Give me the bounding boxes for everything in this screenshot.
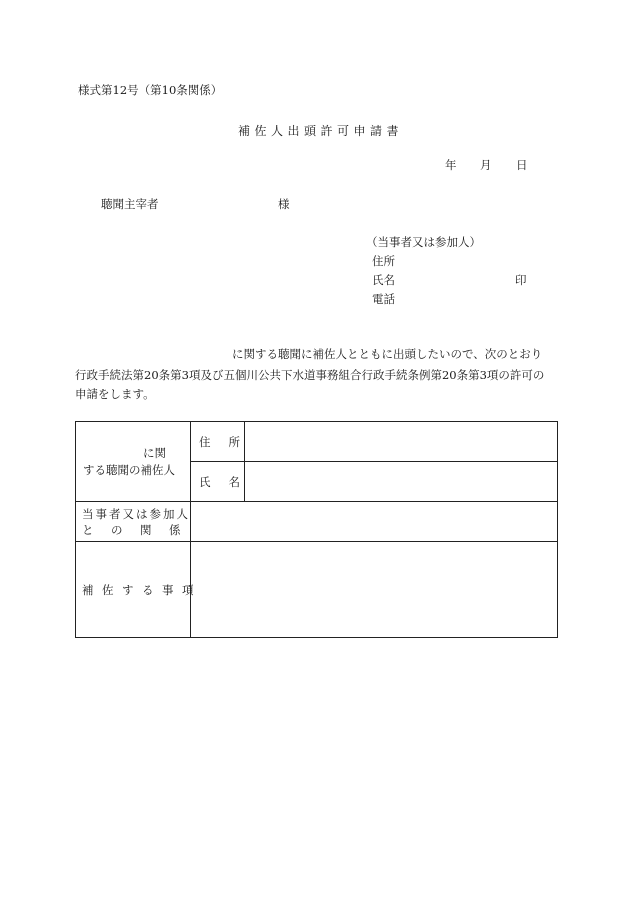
assistant-address-label-cell	[191, 422, 258, 462]
relation-label-line-2: との関係	[82, 522, 198, 537]
addressee-label: 聴聞主宰者	[101, 197, 159, 211]
date-day: 日	[516, 158, 528, 172]
applicant-address-label: 住所	[372, 254, 395, 268]
relation-label-cell	[76, 502, 198, 542]
application-table	[75, 421, 558, 638]
assistant-name-label-cell	[191, 462, 258, 502]
applicant-phone-label: 電話	[372, 292, 395, 306]
applicant-heading: （当事者又は参加人）	[366, 235, 481, 249]
matters-label-cell	[76, 542, 202, 638]
relation-value[interactable]	[191, 502, 558, 542]
addressee-honorific: 様	[278, 197, 290, 211]
body-line-3: 申請をします。	[75, 387, 155, 401]
seal-mark: 印	[515, 273, 527, 287]
form-number: 様式第12号（第10条関係）	[78, 83, 223, 97]
assistant-name-value[interactable]	[245, 462, 558, 502]
assistant-name-label: 氏名	[199, 474, 258, 489]
form-title: 補佐人出頭許可申請書	[238, 124, 404, 138]
date-month: 月	[480, 158, 492, 172]
date-year: 年	[445, 158, 457, 172]
assistant-label-line-2: する聴聞の補佐人	[83, 463, 175, 477]
applicant-name-label: 氏名	[372, 273, 395, 287]
body-line-2: 行政手続法第20条第3項及び五個川公共下水道事務組合行政手続条例第20条第3項の許可の	[75, 368, 545, 382]
matters-value[interactable]	[191, 542, 558, 638]
assistant-label-cell	[76, 422, 191, 502]
relation-label-line-1: 当事者又は参加人	[82, 506, 190, 521]
body-line-1: に関する聴聞に補佐人とともに出頭したいので、次のとおり	[232, 347, 543, 361]
assistant-address-value[interactable]	[245, 422, 558, 462]
matters-label: 補佐する事項	[82, 582, 202, 597]
assistant-address-label: 住所	[199, 434, 258, 449]
assistant-label-line-1: に関	[143, 446, 166, 460]
